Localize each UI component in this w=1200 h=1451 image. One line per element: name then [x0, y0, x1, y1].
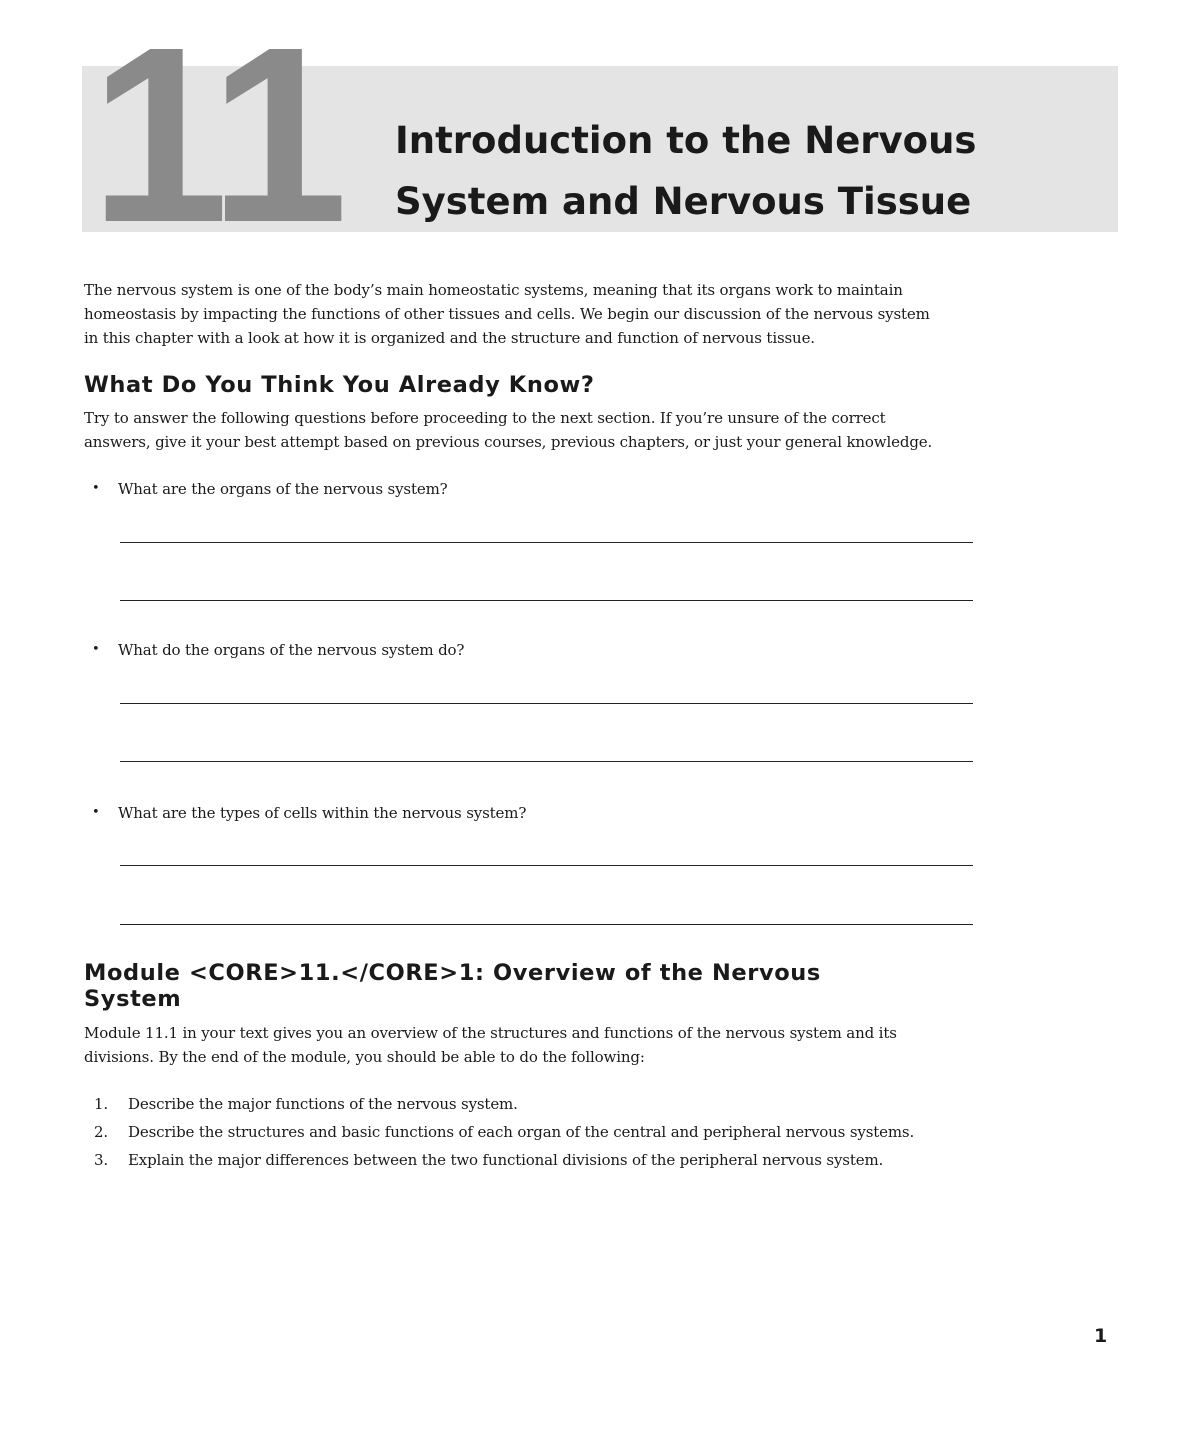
- bullet-icon: •: [92, 481, 100, 496]
- objective-item: [84, 1148, 984, 1176]
- question-text: What are the types of cells within the nervous system?: [118, 804, 527, 822]
- objective-text: Explain the major differences between the two functional divisions of the peripheral nervous system.: [128, 1151, 884, 1169]
- intro-paragraph: [84, 278, 984, 350]
- chapter-number: 11: [90, 20, 343, 250]
- objective-item: [84, 1120, 984, 1148]
- chapter-title-line-2: System and Nervous Tissue: [395, 180, 972, 223]
- section-heading-already-know: What Do You Think You Already Know?: [84, 372, 595, 398]
- intro-line-3: in this chapter with a look at how it is organized and the structure and function of nervous tissue.: [84, 329, 815, 347]
- answer-line[interactable]: [120, 703, 973, 704]
- chapter-title: [395, 110, 1095, 232]
- objective-number: 1.: [94, 1095, 109, 1113]
- objective-text: Describe the structures and basic functions of each organ of the central and peripheral nervous systems.: [128, 1123, 915, 1141]
- module-heading-line-1: Module <CORE>11.</CORE>1: Overview of the Nervous: [84, 960, 821, 986]
- objective-item: [84, 1092, 984, 1120]
- instructions-line-1: Try to answer the following questions before proceeding to the next section. If you’re unsure of the correct: [84, 409, 886, 427]
- module-intro-line-2: divisions. By the end of the module, you should be able to do the following:: [84, 1048, 645, 1066]
- answer-line[interactable]: [120, 542, 973, 543]
- answer-line[interactable]: [120, 924, 973, 925]
- objective-number: 2.: [94, 1123, 109, 1141]
- objective-number: 3.: [94, 1151, 109, 1169]
- bullet-icon: •: [92, 642, 100, 657]
- instructions-line-2: answers, give it your best attempt based on previous courses, previous chapters, or just your general knowledge.: [84, 433, 933, 451]
- module-heading-line-2: System: [84, 986, 182, 1012]
- answer-line[interactable]: [120, 761, 973, 762]
- objective-text: Describe the major functions of the nervous system.: [128, 1095, 518, 1113]
- section-heading-module: [84, 960, 984, 1012]
- question-text: What do the organs of the nervous system do?: [118, 641, 465, 659]
- page-number: 1: [1094, 1325, 1108, 1347]
- question-text: What are the organs of the nervous system?: [118, 480, 448, 498]
- chapter-title-line-1: Introduction to the Nervous: [395, 119, 977, 162]
- bullet-icon: •: [92, 805, 100, 820]
- module-intro-paragraph: [84, 1021, 984, 1069]
- intro-line-2: homeostasis by impacting the functions of other tissues and cells. We begin our discussion of the nervous system: [84, 305, 930, 323]
- answer-line[interactable]: [120, 600, 973, 601]
- answer-line[interactable]: [120, 865, 973, 866]
- intro-line-1: The nervous system is one of the body’s main homeostatic systems, meaning that its organs work to maintain: [84, 281, 903, 299]
- module-intro-line-1: Module 11.1 in your text gives you an overview of the structures and functions of the nervous system and its: [84, 1024, 897, 1042]
- learning-objectives-list: [84, 1092, 984, 1176]
- instructions-paragraph: [84, 406, 984, 454]
